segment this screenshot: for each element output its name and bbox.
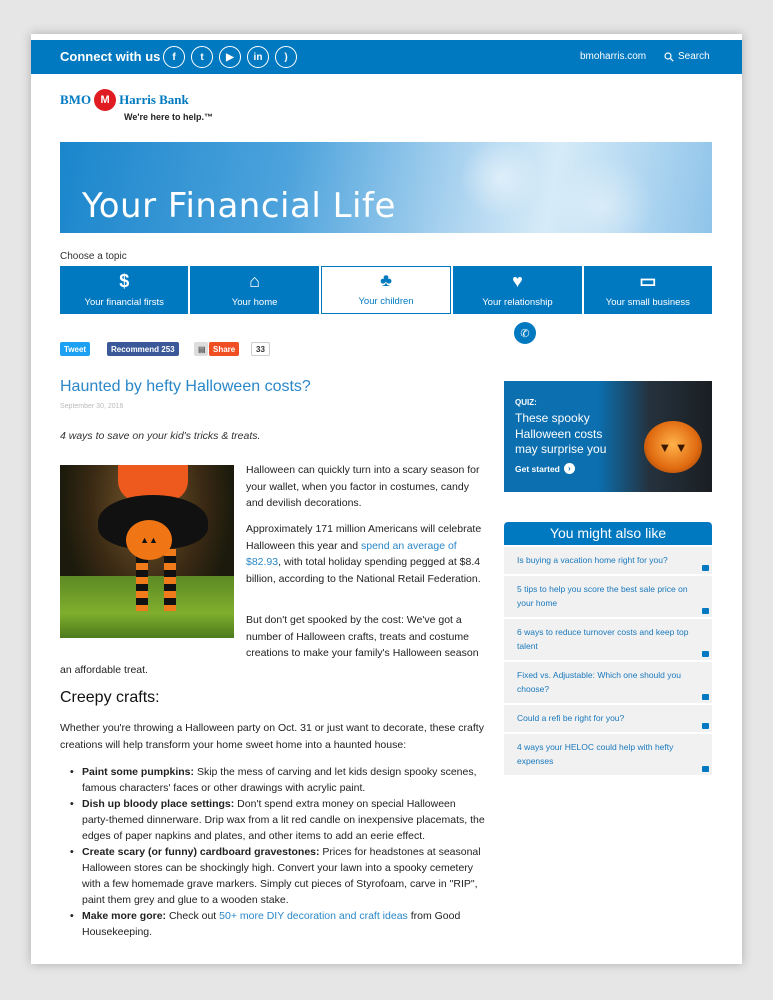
related-title: 5 tips to help you score the best sale price on your home: [517, 584, 688, 608]
topic-label-relationship: Your relationship: [482, 297, 553, 308]
youtube-glyph: ▶: [226, 51, 234, 63]
article-lede: 4 ways to save on your kid's tricks & treats.: [60, 430, 261, 442]
topic-home[interactable]: [190, 266, 318, 314]
briefcase-icon: ▭: [639, 271, 657, 291]
quiz-promo[interactable]: [504, 381, 712, 492]
paragraph-2: [246, 521, 486, 587]
list-item[interactable]: [504, 547, 712, 574]
dollar-icon: $: [119, 271, 130, 291]
phone-icon[interactable]: ✆: [514, 322, 536, 344]
list-item: [70, 796, 485, 844]
briefcase-icon: [702, 608, 709, 614]
linkedin-icon[interactable]: [247, 46, 269, 68]
related-articles: [504, 522, 712, 775]
recommend-button[interactable]: [107, 342, 179, 356]
rss-glyph: ): [284, 51, 288, 63]
tip-tail: from Good Housekeeping.: [82, 910, 461, 938]
paragraph-3-tail: an affordable treat.: [60, 664, 148, 676]
topic-small-business[interactable]: [584, 266, 712, 314]
facebook-glyph: f: [172, 51, 176, 63]
paragraph-1: Halloween can quickly turn into a scary season for your wallet, when you factor in costumes, candy and devilish decorations.: [246, 464, 480, 509]
tip-text: Skip the mess of carving and let kids design spooky scenes, famous characters' faces or other drawings with acrylic paint.: [82, 766, 477, 794]
search-button[interactable]: [664, 51, 710, 62]
twitter-icon[interactable]: [191, 46, 213, 68]
youtube-icon[interactable]: [219, 46, 241, 68]
briefcase-icon: [702, 651, 709, 657]
related-title: Fixed vs. Adjustable: Which one should you choose?: [517, 670, 681, 694]
topic-label-home: Your home: [231, 297, 278, 308]
recommend-label: Recommend: [111, 344, 160, 354]
logo-tagline: We're here to help.™: [124, 112, 213, 122]
article-photo: [60, 465, 234, 638]
related-title: Could a refi be right for you?: [517, 713, 625, 723]
briefcase-icon: [702, 766, 709, 772]
topic-label-children: Your children: [358, 296, 414, 307]
banner-decoration: [422, 142, 682, 233]
briefcase-icon: [702, 565, 709, 571]
share-button[interactable]: [209, 342, 239, 356]
tip-text: Check out: [166, 910, 220, 922]
list-item: [70, 908, 485, 940]
search-icon: [664, 52, 674, 62]
logo-brand: [60, 89, 213, 111]
quiz-cta: [515, 463, 575, 474]
top-bar: [31, 40, 742, 74]
jack-o-lantern-icon: ▲▲: [126, 520, 172, 560]
share-label: Share: [213, 344, 236, 354]
spending-link[interactable]: spend an average of $82.93: [246, 539, 457, 568]
list-item[interactable]: [504, 734, 712, 775]
hero-banner: [60, 142, 712, 233]
logo-bmo: BMO: [60, 92, 92, 107]
related-heading: You might also like: [504, 522, 712, 545]
list-item[interactable]: [504, 576, 712, 617]
page-frame: [31, 34, 742, 964]
list-item[interactable]: [504, 662, 712, 703]
briefcase-icon: [702, 723, 709, 729]
list-item: [70, 764, 485, 796]
tip-title: Paint some pumpkins:: [82, 766, 195, 778]
article-date: September 30, 2016: [60, 403, 124, 410]
search-label: Search: [678, 51, 710, 62]
section-heading: Creepy crafts:: [60, 689, 160, 706]
pumpkin-icon: ▼ ▼: [644, 421, 702, 473]
bmo-roundel-icon: M: [94, 89, 116, 111]
share-count: 33: [251, 342, 270, 356]
tip-title: Dish up bloody place settings:: [82, 798, 235, 810]
linkedin-glyph: in: [253, 51, 263, 63]
list-item[interactable]: [504, 705, 712, 732]
article-title: Haunted by hefty Halloween costs?: [60, 378, 311, 395]
list-item: [70, 844, 485, 908]
twitter-glyph: t: [200, 51, 204, 63]
tip-title: Create scary (or funny) cardboard gravestones:: [82, 846, 320, 858]
topic-relationship[interactable]: [453, 266, 581, 314]
tip-title: Make more gore:: [82, 910, 167, 922]
quiz-label: QUIZ:: [515, 398, 537, 407]
diy-ideas-link[interactable]: 50+ more DIY decoration and craft ideas: [219, 910, 408, 922]
print-icon[interactable]: ▤: [194, 342, 208, 356]
facebook-icon[interactable]: [163, 46, 185, 68]
logo-harris: Harris Bank: [119, 92, 189, 107]
tip-text: Don't spend extra money on special Halloween party-themed dinnerware. Drip wax from a lit red candle on inexpensive placemats, the edges of paper napkins and plates, and other items to add an eerie effect.: [82, 798, 485, 842]
topic-financial-firsts[interactable]: [60, 266, 188, 314]
rss-icon[interactable]: [275, 46, 297, 68]
topic-label-financial-firsts: Your financial firsts: [84, 297, 164, 308]
related-title: Is buying a vacation home right for you?: [517, 555, 668, 565]
tweet-button[interactable]: [60, 342, 90, 356]
topic-label: Choose a topic: [60, 251, 127, 262]
paragraph-3: But don't get spooked by the cost: We've got a number of Halloween crafts, treats and costume creations to make your family's Halloween season: [246, 614, 479, 659]
heart-icon: ♥: [512, 271, 523, 291]
tip-text: Prices for headstones at seasonal Halloween stores can be shockingly high. Convert your lawn into a spooky cemetery with a few homemade grave markers. Simply cut pieces of Styrofoam, carve in "RIP", paint them grey and glue to a wooden stake.: [82, 846, 481, 906]
briefcase-icon: [702, 694, 709, 700]
photo-leg-right: [164, 549, 176, 611]
banner-title: Your Financial Life: [82, 186, 396, 226]
recommend-count: 253: [161, 344, 175, 354]
related-title: 4 ways your HELOC could help with hefty expenses: [517, 742, 674, 766]
paragraph-2-end: , with total holiday spending pegged at $8.4 billion, according to the National Retail Federation.: [246, 556, 481, 585]
related-title: 6 ways to reduce turnover costs and keep top talent: [517, 627, 689, 651]
tweet-label: Tweet: [64, 344, 87, 354]
section-intro: Whether you're throwing a Halloween party on Oct. 31 or just want to decorate, these crafty creations will help transform your home sweet home into a haunted house:: [60, 722, 484, 751]
quiz-cta-label: Get started: [515, 463, 560, 474]
bmo-logo[interactable]: [60, 89, 213, 122]
topic-nav: [60, 266, 712, 314]
topic-label-small-business: Your small business: [605, 297, 690, 308]
paragraph-2-start: Approximately 171 million Americans will celebrate Halloween this year and: [246, 523, 482, 552]
tips-list: [70, 764, 485, 940]
quiz-text: These spooky Halloween costs may surprise you: [515, 411, 607, 456]
house-icon: ⌂: [249, 271, 261, 291]
list-item[interactable]: [504, 619, 712, 660]
teddy-bear-icon: ♣: [380, 270, 392, 290]
topic-children[interactable]: [321, 266, 451, 314]
article: [60, 378, 485, 938]
site-link[interactable]: bmoharris.com: [580, 51, 647, 62]
connect-label: Connect with us: [60, 49, 161, 64]
chevron-right-icon: ›: [564, 463, 575, 474]
